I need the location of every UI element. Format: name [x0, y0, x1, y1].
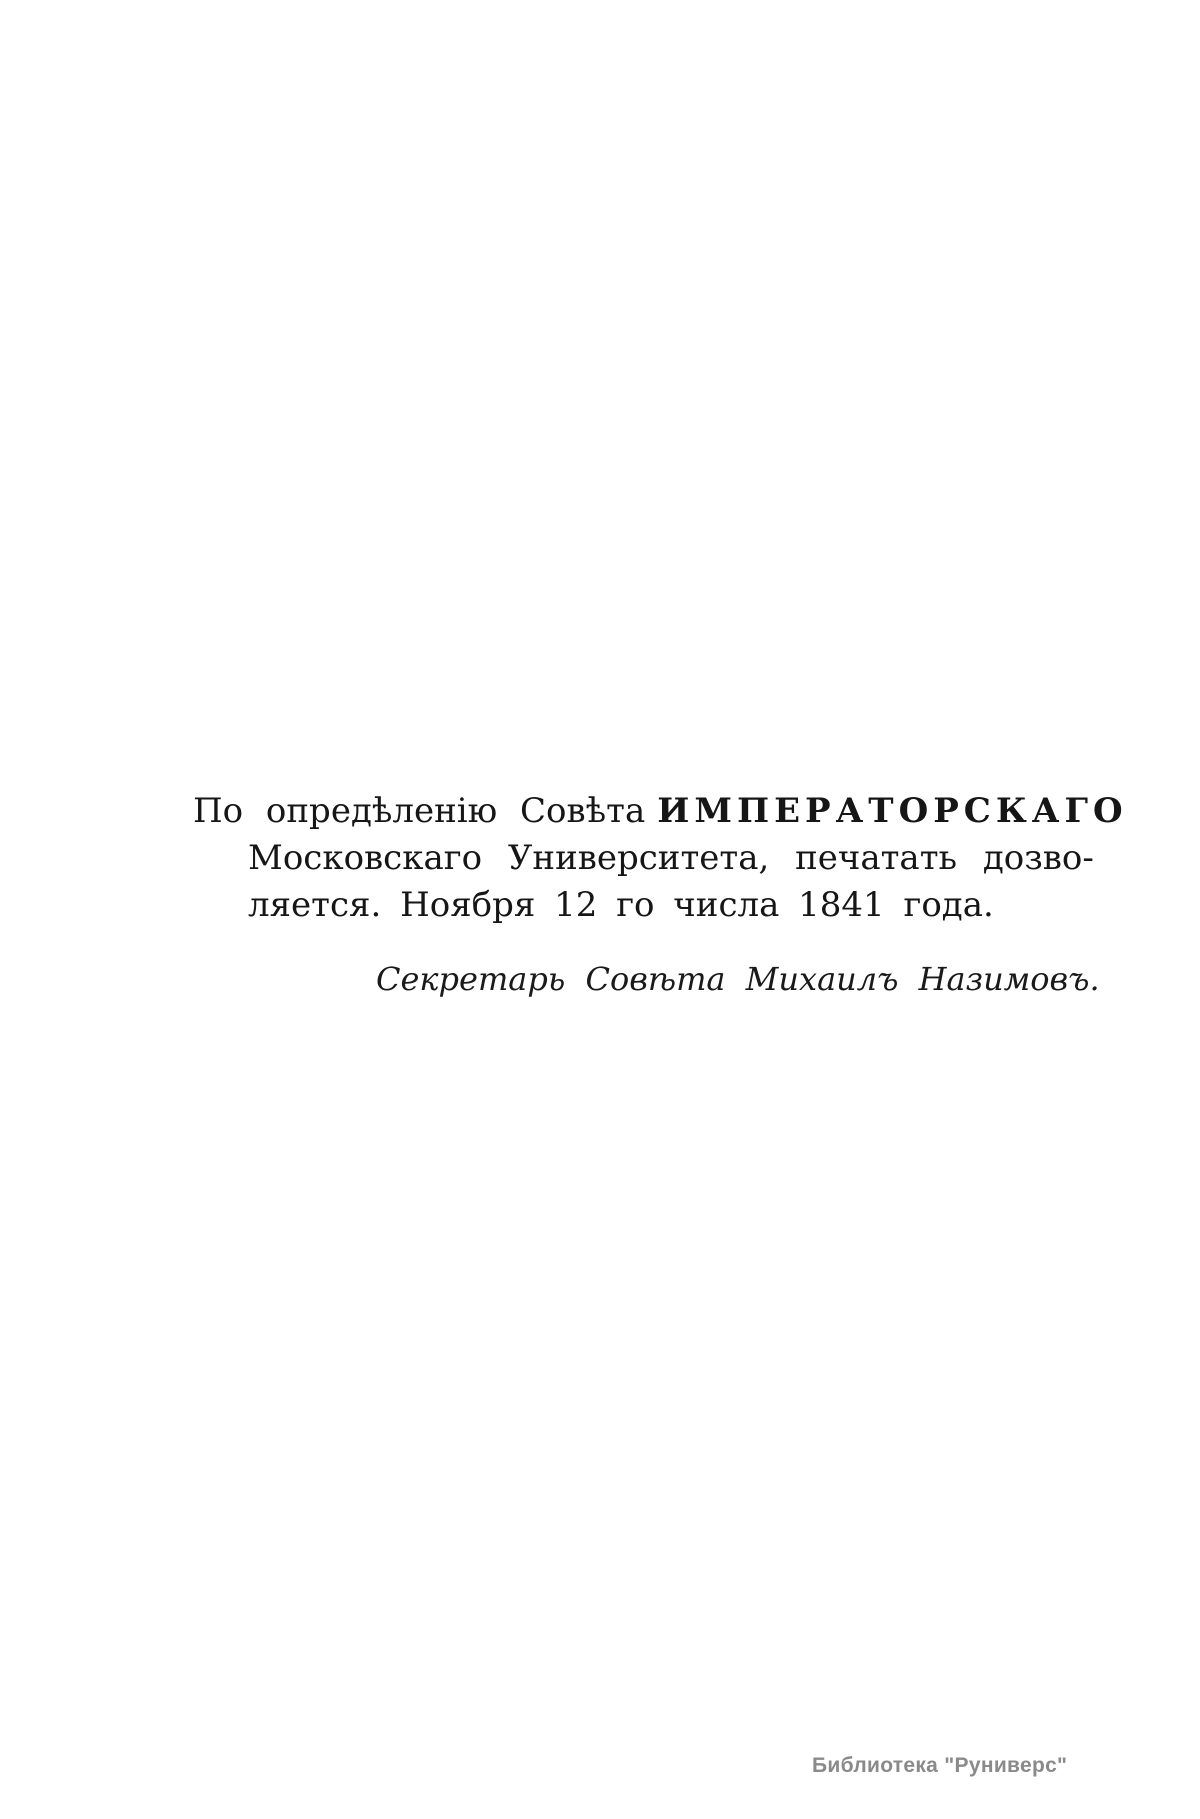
- imperial-spaced-caps: ИМПЕРАТОРСКАГО: [657, 791, 1128, 831]
- secretary-signature: Секретарь Совѣта Михаилъ Назимовъ.: [376, 960, 1100, 998]
- imprimatur-line-3: ляется. Ноября 12 го числа 1841 года.: [248, 885, 994, 925]
- imprimatur-notice: [193, 788, 1128, 929]
- imprimatur-line-2: Московскаго Университета, печатать дозво-: [248, 838, 1094, 878]
- runivers-watermark: Библиотека "Руниверс": [812, 1754, 1068, 1777]
- imprimatur-line-1: [193, 788, 1128, 835]
- imprimatur-line1-text: По опредѣленію Совѣта: [193, 791, 646, 831]
